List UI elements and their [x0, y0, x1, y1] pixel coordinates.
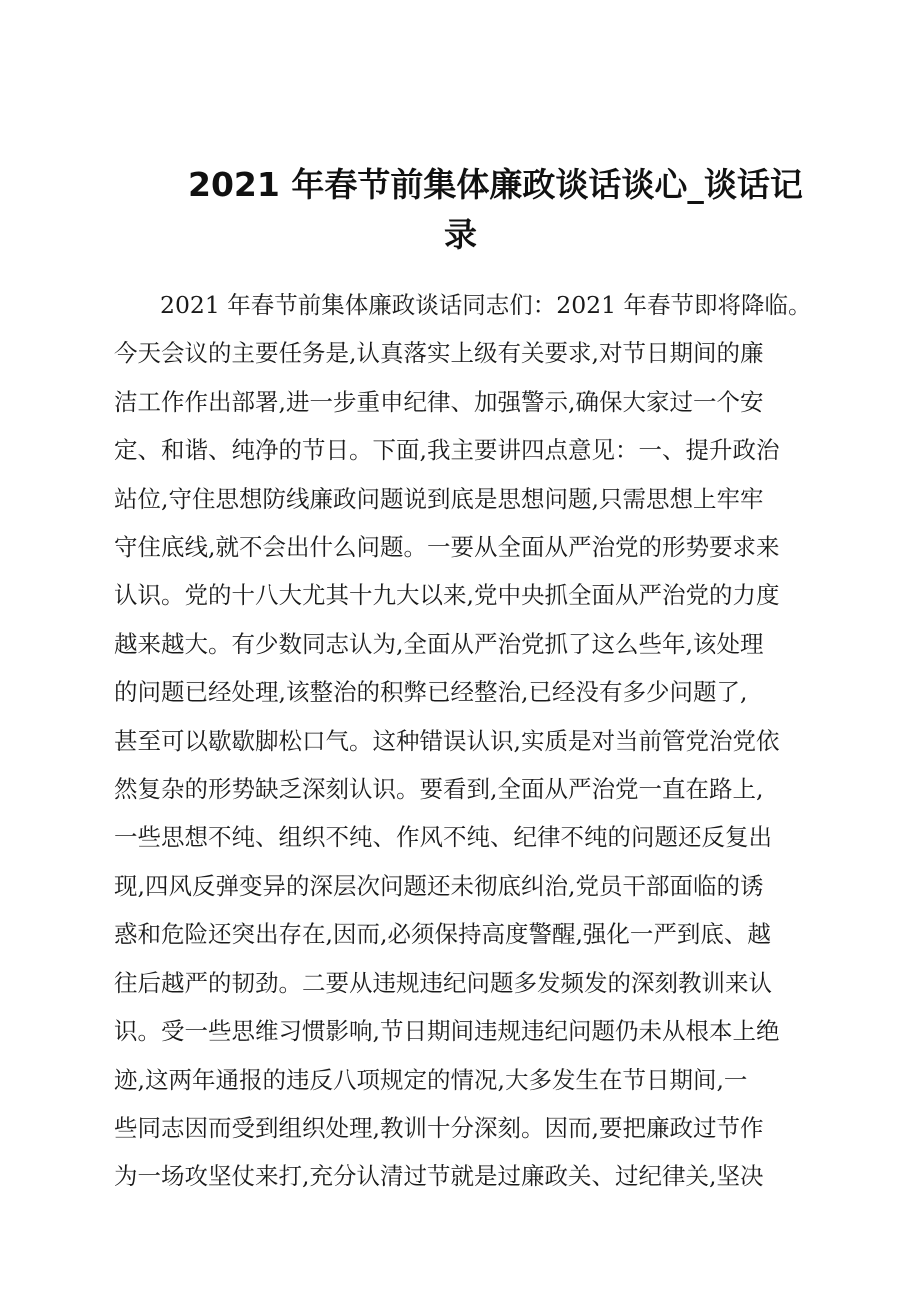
body-line: 守住底线,就不会出什么问题。一要从全面从严治党的形势要求来	[114, 533, 780, 562]
body-line: 认识。党的十八大尤其十九大以来,党中央抓全面从严治党的力度	[114, 581, 780, 610]
body-line: 迹,这两年通报的违反八项规定的情况,大多发生在节日期间,一	[114, 1065, 748, 1094]
body-line: 些同志因而受到组织处理,教训十分深刻。因而,要把廉政过节作	[114, 1113, 764, 1142]
body-line: 站位,守住思想防线廉政问题说到底是思想问题,只需思想上牢牢	[114, 484, 764, 513]
body-line: 往后越严的韧劲。二要从违规违纪问题多发频发的深刻教训来认	[114, 968, 772, 997]
body-line: 的问题已经处理,该整治的积弊已经整治,已经没有多少问题了,	[114, 678, 748, 707]
body-line: 一些思想不纯、组织不纯、作风不纯、纪律不纯的问题还反复出	[114, 823, 772, 852]
title-line: 录	[444, 215, 477, 254]
body-line: 惑和危险还突出存在,因而,必须保持高度警醒,强化一严到底、越	[114, 920, 771, 949]
body-line: 为一场攻坚仗来打,充分认清过节就是过廉政关、过纪律关,坚决	[114, 1162, 764, 1191]
body-line: 识。受一些思维习惯影响,节日期间违规违纪问题仍未从根本上绝	[114, 1017, 780, 1046]
body-line: 现,四风反弹变异的深层次问题还未彻底纠治,党员干部面临的诱	[114, 871, 764, 900]
body-line: 越来越大。有少数同志认为,全面从严治党抓了这么些年,该处理	[114, 629, 764, 658]
document-title	[110, 160, 850, 260]
body-line: 然复杂的形势缺乏深刻认识。要看到,全面从严治党一直在路上,	[114, 775, 764, 804]
title-line: 2021 年春节前集体廉政谈话谈心_谈话记	[188, 165, 803, 204]
body-line: 甚至可以歇歇脚松口气。这种错误认识,实质是对当前管党治党依	[114, 726, 780, 755]
body-line: 定、和谐、纯净的节日。下面,我主要讲四点意见：一、提升政治	[114, 436, 780, 465]
document-body	[114, 281, 834, 1201]
body-line: 2021 年春节前集体廉政谈话同志们：2021 年春节即将降临。	[160, 291, 812, 319]
body-line: 洁工作作出部署,进一步重申纪律、加强警示,确保大家过一个安	[114, 387, 764, 416]
body-line: 今天会议的主要任务是,认真落实上级有关要求,对节日期间的廉	[114, 339, 764, 368]
